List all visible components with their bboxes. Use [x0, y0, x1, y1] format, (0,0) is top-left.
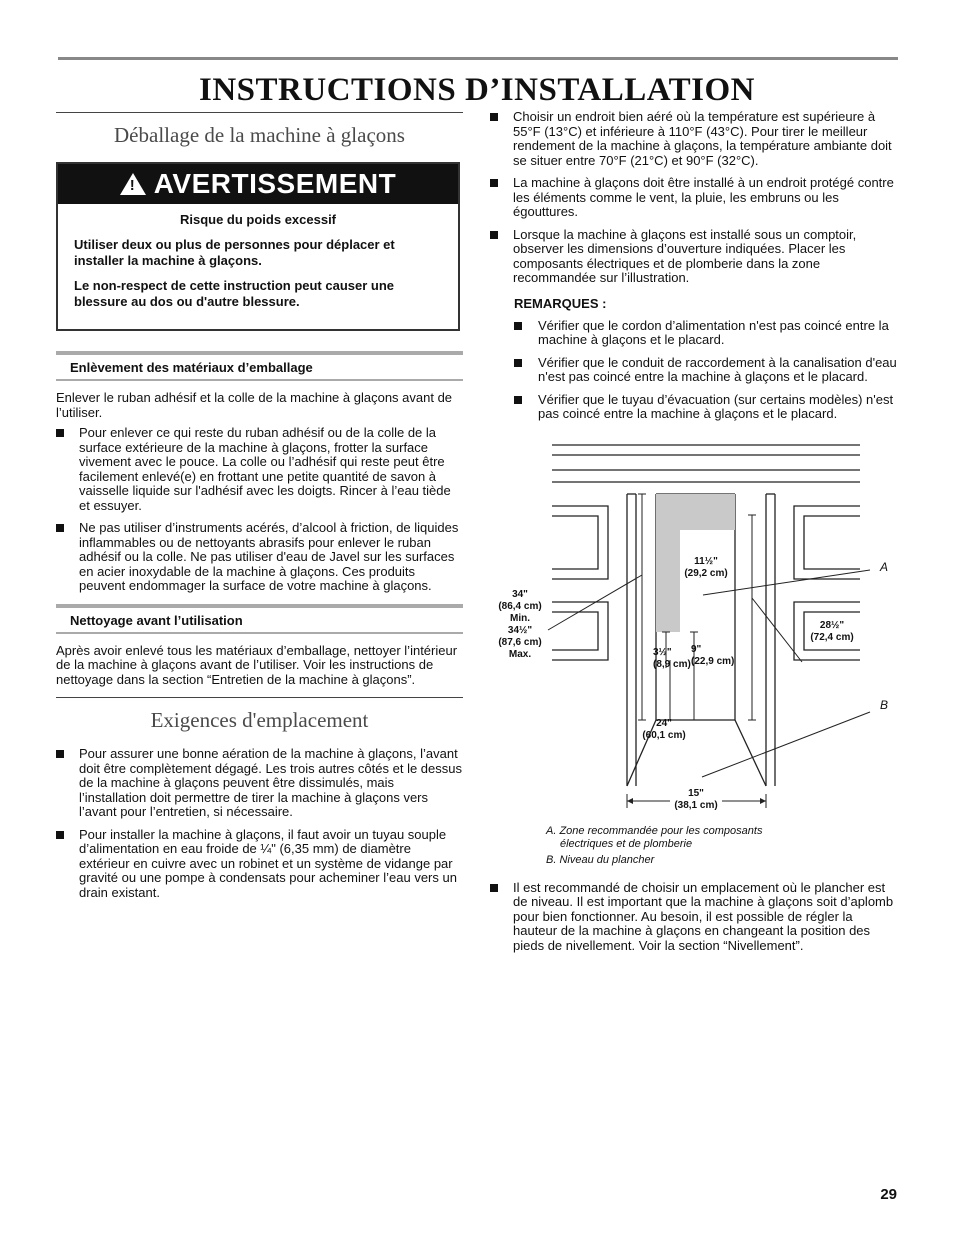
square-bullet-icon: [490, 884, 498, 892]
list-item: Lorsque la machine à glaçons est installé sous un comptoir, observer les dimensions d’ouverture indiquées. Placer les composants électriques et de plomberie dans la zone recommandée sur l’illustration.: [490, 228, 898, 286]
warning-risk: Risque du poids excessif: [179, 212, 337, 227]
dim-15-label: 15" (38,1 cm): [674, 787, 718, 811]
caption-b: B. Niveau du plancher: [546, 853, 655, 866]
right-column: [490, 110, 898, 961]
square-bullet-icon: [514, 322, 522, 330]
warning-body: [58, 204, 458, 329]
square-bullet-icon: [490, 231, 498, 239]
subheading-cleaning: Nettoyage avant l’utilisation: [56, 604, 463, 634]
floor-list: [490, 881, 898, 954]
page-number: 29: [880, 1186, 897, 1203]
packaging-intro: Enlever le ruban adhésif et la colle de la machine à glaçons avant de l’utiliser.: [56, 390, 453, 420]
square-bullet-icon: [514, 396, 522, 404]
installation-diagram: [490, 430, 898, 850]
list-item: Il est recommandé de choisir un emplacement où le plancher est de niveau. Il est important que la machine à glaçons soit d’aplomb pour bien fonctionner. Au besoin, il est possible de régler la hauteur de la machine à glaçons en changeant la position des pieds de nivellement. Voir la section “Nivellement”.: [490, 881, 898, 954]
list-item: Vérifier que le cordon d’alimentation n'est pas coincé entre la machine à glaçons et le placard.: [514, 319, 898, 348]
location-list: [56, 747, 463, 900]
caption-a: A. Zone recommandée pour les composants électriques et de plomberie: [546, 824, 763, 850]
square-bullet-icon: [56, 429, 64, 437]
section-rule: [56, 697, 463, 698]
remarks-label: REMARQUES :: [514, 295, 607, 311]
list-item: Pour installer la machine à glaçons, il faut avoir un tuyau souple d’alimentation en eau froide de ¼" (6,35 mm) de diamètre extérieur en cuivre avec un robinet et un système de vidange par gravité ou une pompe à condensats pour acheminer l’eau vers un drain existant.: [56, 828, 463, 901]
packaging-list: [56, 426, 463, 594]
cleaning-text: Après avoir enlevé tous les matériaux d’emballage, nettoyer l’intérieur de la machine à glaçons avant de l’utiliser. Voir les instructions de nettoyage dans la section “Entretien de la machine à glaçons”.: [56, 642, 458, 687]
section-heading-unpacking: Déballage de la machine à glaçons: [114, 123, 405, 147]
square-bullet-icon: [56, 750, 64, 758]
left-column: [56, 112, 463, 908]
square-bullet-icon: [56, 831, 64, 839]
warning-box: [56, 162, 460, 331]
dim-28-label: 28½" (72,4 cm): [810, 619, 854, 643]
dim-3-label: 3½" (8,9 cm): [653, 646, 691, 670]
list-item: Ne pas utiliser d’instruments acérés, d’alcool à friction, de liquides inflammables ou de nettoyants abrasifs pour enlever le ruban adhésif ou la colle. Ne pas utiliser d'eau de Javel sur les surfaces en acier inoxydable de la machine à glaçons. Ces produits peuvent endommager la surface de votre machine à glaçons.: [56, 521, 463, 594]
square-bullet-icon: [514, 359, 522, 367]
dim-34-label: 34" (86,4 cm) Min. 34½" (87,6 cm) Max.: [498, 588, 542, 660]
list-item: Choisir un endroit bien aéré où la température est supérieure à 55°F (13°C) et inférieure à 110°F (43°C). Pour tirer le meilleur rendement de la machine à glaçons, la température ambiante doit se situer entre 70°F (21°C) et 90°F (32°C).: [490, 110, 898, 168]
label-b: B: [880, 697, 889, 712]
dim-9-label: 9" (22,9 cm): [691, 643, 735, 667]
warning-header: [58, 164, 458, 204]
section-heading-location: Exigences d'emplacement: [150, 708, 369, 732]
list-item: Pour enlever ce qui reste du ruban adhésif ou de la colle de la surface extérieure de la machine à glaçons, frotter la surface vivement avec le pouce. La colle ou l’adhésif qui reste peut être facilement enlevé(e) en frottant une petite quantité de savon à vaisselle liquide sur l'adhésif avec les doigts. Rincer à l’eau tiède et essuyer.: [56, 426, 463, 513]
remarks-list: [514, 319, 898, 422]
list-item: Pour assurer une bonne aération de la machine à glaçons, l’avant doit être complètement dégagé. Les trois autres côtés et le dessus de la machine à glaçons peuvent être dissimulés, mais l’installation doit permettre de tirer la machine à glaçons vers l’avant pour l’entretien, si nécessaire.: [56, 747, 463, 820]
list-item: La machine à glaçons doit être installé à un endroit protégé contre les éléments comme le vent, la pluie, les embruns ou les égouttures.: [490, 176, 898, 220]
dim-11-label: 11½" (29,2 cm): [684, 555, 728, 579]
warning-line-2: Le non-respect de cette instruction peut causer une blessure au dos ou d'autre blessure.: [74, 278, 395, 309]
square-bullet-icon: [56, 524, 64, 532]
list-item: Vérifier que le tuyau d’évacuation (sur certains modèles) n'est pas coincé entre la machine à glaçons et le placard.: [514, 393, 898, 422]
warning-line-1: Utiliser deux ou plus de personnes pour déplacer et installer la machine à glaçons.: [74, 237, 395, 268]
label-a: A: [880, 559, 889, 574]
warning-triangle-icon: !: [120, 173, 146, 195]
square-bullet-icon: [490, 113, 498, 121]
subheading-packaging: Enlèvement des matériaux d’emballage: [56, 351, 463, 381]
section-rule: [56, 112, 463, 113]
page-title: INSTRUCTIONS D’INSTALLATION: [199, 72, 755, 108]
top-rule: [58, 57, 898, 60]
dim-24-label: 24" (60,1 cm): [642, 717, 686, 741]
remarks-wrap: [514, 319, 898, 422]
square-bullet-icon: [490, 179, 498, 187]
warning-title: AVERTISSEMENT: [153, 168, 397, 199]
list-item: Vérifier que le conduit de raccordement à la canalisation d'eau n'est pas coincé entre la machine à glaçons et le placard.: [514, 356, 898, 385]
requirements-list: [490, 110, 898, 286]
